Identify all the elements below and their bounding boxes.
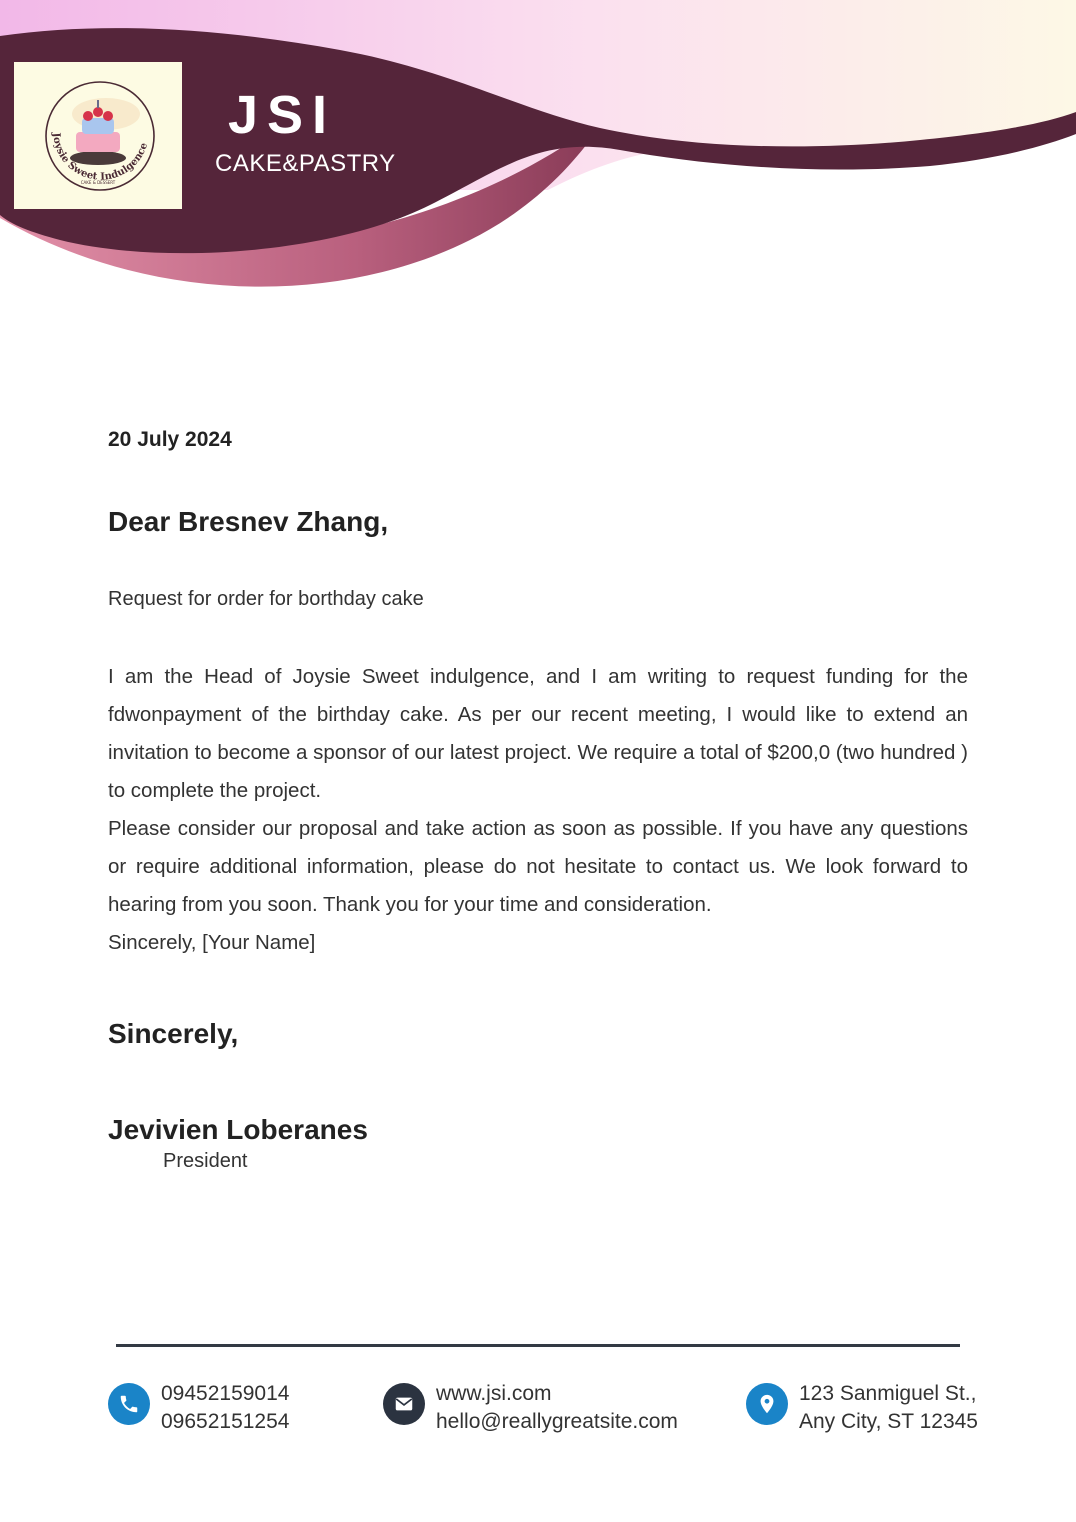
footer-divider: [116, 1344, 960, 1347]
contact-address: [746, 1380, 978, 1436]
subject-line: Request for order for borthday cake: [108, 588, 424, 610]
address-line-2: Any City, ST 12345: [799, 1410, 978, 1433]
letter-date: 20 July 2024: [108, 428, 232, 451]
signer-title: President: [163, 1150, 248, 1172]
company-logo: [14, 62, 182, 209]
paragraph: Sincerely, [Your Name]: [108, 931, 316, 954]
signer-name: Jevivien Loberanes: [108, 1114, 368, 1145]
salutation: Dear Bresnev Zhang,: [108, 506, 389, 537]
address-line-1: 123 Sanmiguel St.,: [799, 1382, 977, 1405]
website-link[interactable]: www.jsi.com: [436, 1382, 552, 1405]
phone-icon: [108, 1383, 150, 1425]
contact-phone: [108, 1380, 289, 1436]
logo-tagline: CAKE & DESSERT: [80, 180, 116, 185]
letter-body: [108, 658, 968, 962]
location-pin-icon: [746, 1383, 788, 1425]
phone-number-1: 09452159014: [161, 1382, 290, 1405]
closing: Sincerely,: [108, 1018, 239, 1049]
brand-subtitle: CAKE&PASTRY: [215, 150, 396, 177]
email-link[interactable]: hello@reallygreatsite.com: [436, 1410, 678, 1433]
logo-wordmark: Joysie Sweet Indulgence: [50, 132, 151, 183]
brand-title: JSI: [228, 85, 337, 145]
paragraph: I am the Head of Joysie Sweet indulgence, and I am writing to request funding for the fdwonpayment of the birthday cake. As per our recent meeting, I would like to extend an invitation to become a sponsor of our latest project. We require a total of $200,0 (two hundred ) to complete the project.: [108, 665, 968, 802]
phone-number-2: 09652151254: [161, 1410, 290, 1433]
mail-icon: [383, 1383, 425, 1425]
paragraph: Please consider our proposal and take action as soon as possible. If you have any questions or require additional information, please do not hesitate to contact us. We look forward to hearing from you soon. Thank you for your time and consideration.: [108, 817, 968, 916]
contact-web: [383, 1380, 678, 1436]
